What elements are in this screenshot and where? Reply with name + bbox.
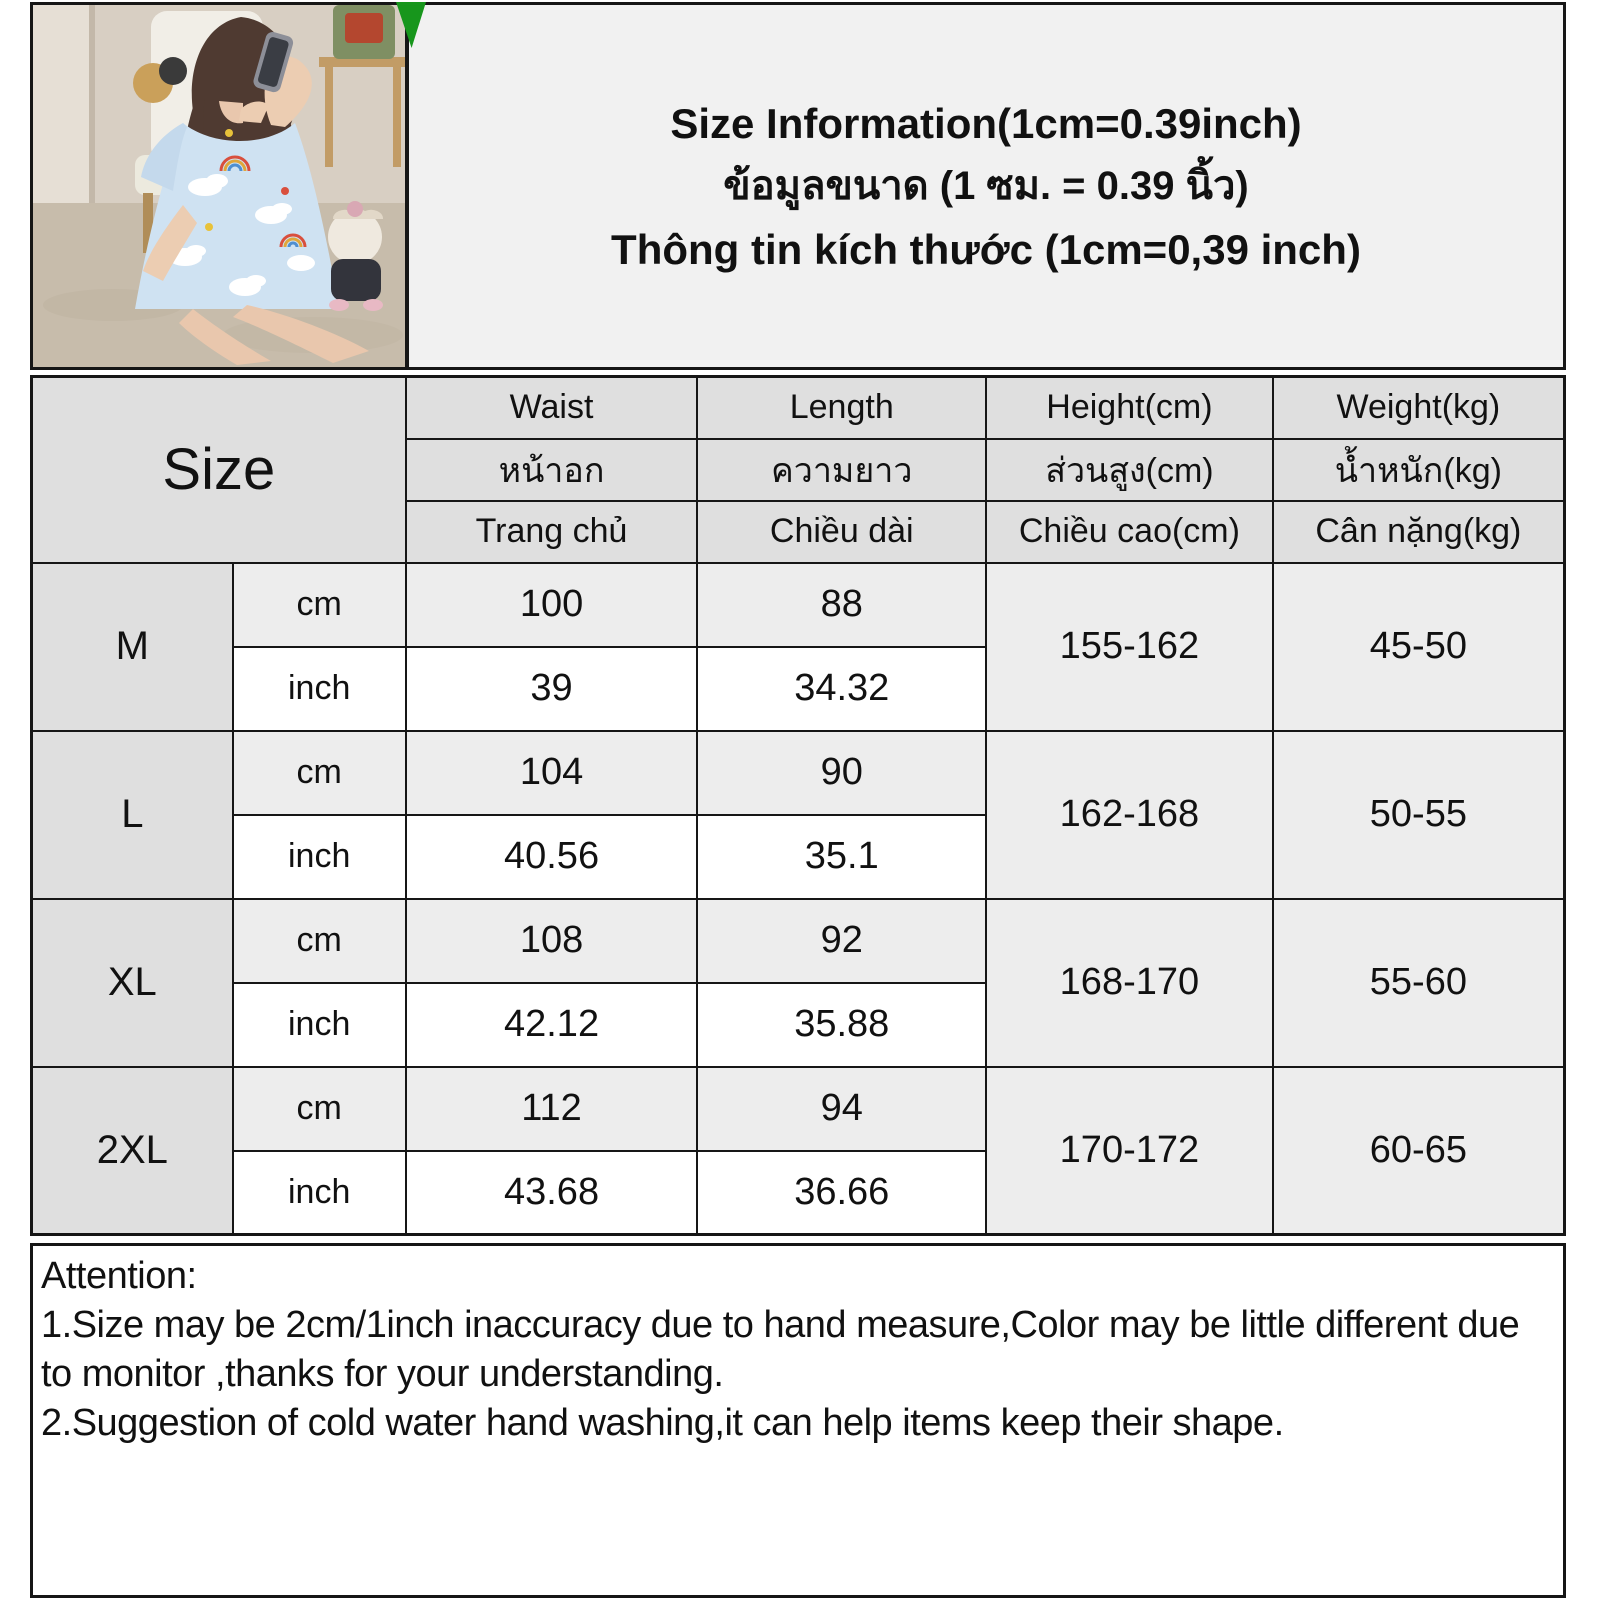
cell-m-weight: 45-50 (1273, 563, 1565, 731)
cell-l-weight: 50-55 (1273, 731, 1565, 899)
header-row-english (32, 377, 1565, 439)
cell-xl-cm-length: 92 (697, 899, 986, 983)
title-vietnamese: Thông tin kích thước (1cm=0,39 inch) (611, 225, 1361, 273)
attention-box (30, 1243, 1566, 1598)
cell-l-height: 162-168 (986, 731, 1273, 899)
size-xl-label: XL (32, 899, 233, 1067)
cell-m-cm-length: 88 (697, 563, 986, 647)
col-header-weight-th: น้ำหนัก(kg) (1273, 439, 1565, 501)
top-banner (30, 2, 1566, 370)
col-header-weight-vi: Cân nặng(kg) (1273, 501, 1565, 563)
col-header-height-th: ส่วนสูง(cm) (986, 439, 1273, 501)
cell-xl-weight: 55-60 (1273, 899, 1565, 1067)
col-header-waist-th: หน้าอก (406, 439, 698, 501)
col-header-length-en: Length (697, 377, 986, 439)
unit-cm-l: cm (233, 731, 406, 815)
size-2xl-label: 2XL (32, 1067, 233, 1235)
size-l-label: L (32, 731, 233, 899)
title-thai: ข้อมูลขนาด (1 ซม. = 0.39 นิ้ว) (723, 163, 1249, 208)
cell-m-inch-waist: 39 (406, 647, 698, 731)
cell-2xl-inch-length: 36.66 (697, 1151, 986, 1235)
row-2xl-cm (32, 1067, 1565, 1151)
size-chart-sheet (30, 2, 1566, 1598)
size-information-title-block (405, 5, 1563, 367)
row-l-cm (32, 731, 1565, 815)
unit-cm-m: cm (233, 563, 406, 647)
cell-xl-height: 168-170 (986, 899, 1273, 1067)
cell-2xl-height: 170-172 (986, 1067, 1273, 1235)
cell-2xl-inch-waist: 43.68 (406, 1151, 698, 1235)
col-header-height-en: Height(cm) (986, 377, 1273, 439)
cell-m-cm-waist: 100 (406, 563, 698, 647)
attention-note-1: 1.Size may be 2cm/1inch inaccuracy due to hand measure,Color may be little different due to monitor ,thanks for your understanding. (41, 1304, 1520, 1395)
cell-l-cm-length: 90 (697, 731, 986, 815)
size-header-cell: Size (32, 377, 406, 563)
unit-inch-m: inch (233, 647, 406, 731)
product-photo (33, 5, 405, 367)
unit-inch-xl: inch (233, 983, 406, 1067)
unit-inch-2xl: inch (233, 1151, 406, 1235)
cell-l-inch-length: 35.1 (697, 815, 986, 899)
attention-note-2: 2.Suggestion of cold water hand washing,it can help items keep their shape. (41, 1402, 1284, 1444)
cell-m-height: 155-162 (986, 563, 1273, 731)
cell-xl-inch-waist: 42.12 (406, 983, 698, 1067)
col-header-length-vi: Chiều dài (697, 501, 986, 563)
title-english: Size Information(1cm=0.39inch) (670, 99, 1302, 147)
size-table (30, 375, 1566, 1236)
cell-xl-cm-waist: 108 (406, 899, 698, 983)
cell-2xl-cm-length: 94 (697, 1067, 986, 1151)
col-header-waist-vi: Trang chủ (406, 501, 698, 563)
row-xl-cm (32, 899, 1565, 983)
cell-2xl-cm-waist: 112 (406, 1067, 698, 1151)
cell-2xl-weight: 60-65 (1273, 1067, 1565, 1235)
cell-l-inch-waist: 40.56 (406, 815, 698, 899)
cell-l-cm-waist: 104 (406, 731, 698, 815)
product-photo-illustration (33, 5, 405, 367)
size-m-label: M (32, 563, 233, 731)
col-header-height-vi: Chiều cao(cm) (986, 501, 1273, 563)
unit-cm-xl: cm (233, 899, 406, 983)
cell-xl-inch-length: 35.88 (697, 983, 986, 1067)
unit-cm-2xl: cm (233, 1067, 406, 1151)
attention-heading: Attention: (41, 1255, 197, 1297)
cell-m-inch-length: 34.32 (697, 647, 986, 731)
col-header-waist-en: Waist (406, 377, 698, 439)
unit-inch-l: inch (233, 815, 406, 899)
col-header-length-th: ความยาว (697, 439, 986, 501)
row-m-cm (32, 563, 1565, 647)
col-header-weight-en: Weight(kg) (1273, 377, 1565, 439)
